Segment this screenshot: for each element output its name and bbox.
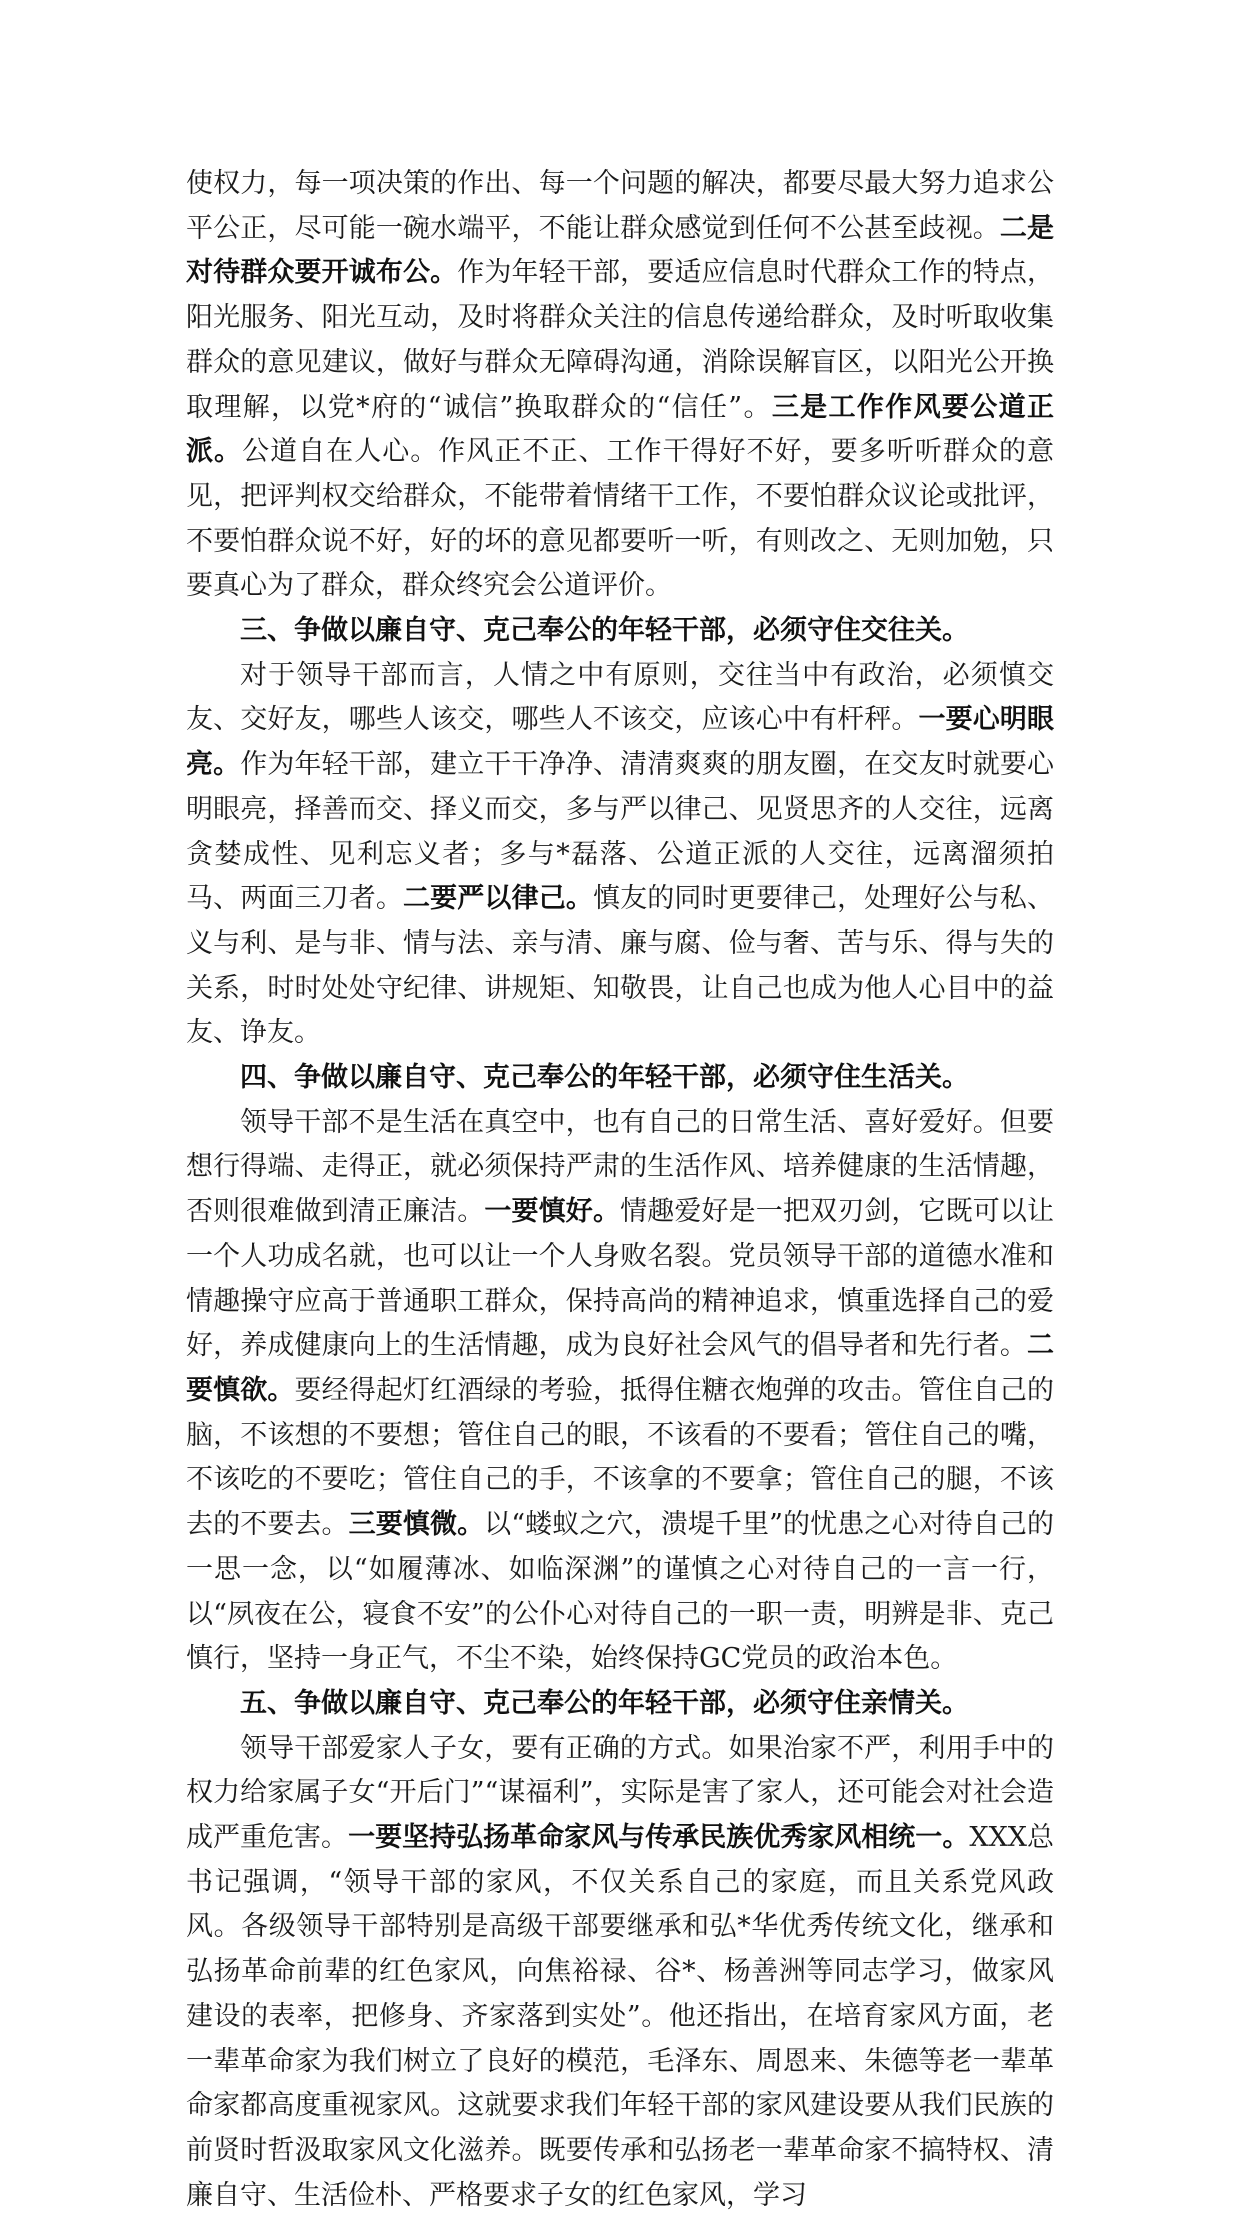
- bold-point: 三是工作作风要公道正派。: [186, 391, 1055, 468]
- section-heading-4: [186, 1056, 1054, 1101]
- text-run: 情趣爱好是一把双刃剑，它既可以让一个人功成名就，也可以让一个人身败名裂。党员领导干部的道德水准和情趣操守应高于普通职工群众，保持高尚的精神追求，慎重选择自己的爱好，养成健康向上的生活情趣，成为良好社会风气的倡导者和先行者。: [186, 1196, 1055, 1362]
- text-run: 慎友的同时更要律己，处理好公与私、义与利、是与非、情与法、亲与清、廉与腐、俭与奢、苦与乐、得与失的关系，时时处处守纪律、讲规矩、知敬畏，让自己也成为他人心目中的益友、诤友。: [186, 883, 1055, 1049]
- text-run: 五、争做以廉自守、克己奉公的年轻干部，必须守住亲情关。: [240, 1687, 969, 1719]
- text-run: 公道自在人心。作风正不正、工作干得好不好，要多听听群众的意见，把评判权交给群众，不能带着情绪干工作，不要怕群众议论或批评，不要怕群众说不好，好的坏的意见都要听一听，有则改之、无则加勉，只要真心为了群众，群众终究会公道评价。: [186, 436, 1055, 602]
- text-run: 以“蝼蚁之穴，溃堤千里”的忧患之心对待自己的一思一念，以“如履薄冰、如临深渊”的谨慎之心对待自己的一言一行，以“夙夜在公，寝食不安”的公仆心对待自己的一职一责，明辨是非、克己慎行，坚持一身正气，不尘不染，始终保持GC党员的政治本色。: [186, 1509, 1055, 1675]
- section-heading-5: [186, 1682, 1054, 1727]
- bold-point: 一要心明眼亮。: [186, 704, 1055, 781]
- paragraph-section-4-body: [186, 1101, 1054, 1682]
- text-run: 四、争做以廉自守、克己奉公的年轻干部，必须守住生活关。: [240, 1062, 969, 1094]
- text-run: 要经得起灯红酒绿的考验，抵得住糖衣炮弹的攻击。管住自己的脑，不该想的不要想；管住自己的眼，不该看的不要看；管住自己的嘴，不该吃的不要吃；管住自己的手，不该拿的不要拿；管住自己的腿，不该去的不要去。: [186, 1374, 1055, 1541]
- text-run: 领导干部爱家人子女，要有正确的方式。如果治家不严，利用手中的权力给家属子女“开后门”“谋福利”，实际是害了家人，还可能会对社会造成严重危害。: [186, 1732, 1054, 1854]
- paragraph-continuation-fairness: [186, 162, 1054, 609]
- text-run: 使权力，每一项决策的作出、每一个问题的解决，都要尽最大努力追求公平公正，尽可能一碗水端平，不能让群众感觉到任何不公甚至歧视。: [186, 168, 1054, 244]
- text-run: 对于领导干部而言，人情之中有原则，交往当中有政治，必须慎交友、交好友，哪些人该交，哪些人不该交，应该心中有杆秤。: [186, 659, 1054, 736]
- bold-point: 三要慎微。: [348, 1509, 485, 1541]
- section-heading-3: [186, 609, 1054, 654]
- text-run: 作为年轻干部，要适应信息时代群众工作的特点，阳光服务、阳光互动，及时将群众关注的信息传递给群众，及时听取收集群众的意见建议，做好与群众无障碍沟通，消除误解盲区，以阳光公开换取理解，以党*府的“诚信”换取群众的“信任”。: [186, 257, 1055, 423]
- paragraph-section-3-body: [186, 654, 1054, 1056]
- bold-point: 二是对待群众要开诚布公。: [186, 212, 1055, 289]
- text-run: 三、争做以廉自守、克己奉公的年轻干部，必须守住交往关。: [240, 615, 969, 647]
- text-run: 作为年轻干部，建立干干净净、清清爽爽的朋友圈，在交友时就要心明眼亮，择善而交、择义而交，多与严以律己、见贤思齐的人交往，远离贪婪成性、见利忘义者；多与*磊落、公道正派的人交往，远离溜须拍马、两面三刀者。: [186, 749, 1055, 915]
- text-run: 领导干部不是生活在真空中，也有自己的日常生活、喜好爱好。但要想行得端、走得正，就必须保持严肃的生活作风、培养健康的生活情趣，否则很难做到清正廉洁。: [186, 1106, 1054, 1228]
- bold-point: 二要慎欲。: [186, 1330, 1054, 1406]
- document-page: [186, 162, 1054, 2218]
- bold-point: 二要严以律己。: [403, 883, 593, 915]
- paragraph-section-5-body: [186, 1727, 1054, 2218]
- bold-point: 一要慎好。: [484, 1196, 621, 1228]
- text-run: XXX总书记强调，“领导干部的家风，不仅关系自己的家庭，而且关系党风政风。各级领导干部特别是高级干部要继承和弘*华优秀传统文化，继承和弘扬革命前辈的红色家风，向焦裕禄、谷*、杨善洲等同志学习，做家风建设的表率，把修身、齐家落到实处”。他还指出，在培育家风方面，老一辈革命家为我们树立了良好的模范，毛泽东、周恩来、朱德等老一辈革命家都高度重视家风。这就要求我们年轻干部的家风建设要从我们民族的前贤时哲汲取家风文化滋养。既要传承和弘扬老一辈革命家不搞特权、清廉自守、生活俭朴、严格要求子女的红色家风，学习: [186, 1822, 1055, 2211]
- bold-point: 一要坚持弘扬革命家风与传承民族优秀家风相统一。: [348, 1822, 970, 1854]
